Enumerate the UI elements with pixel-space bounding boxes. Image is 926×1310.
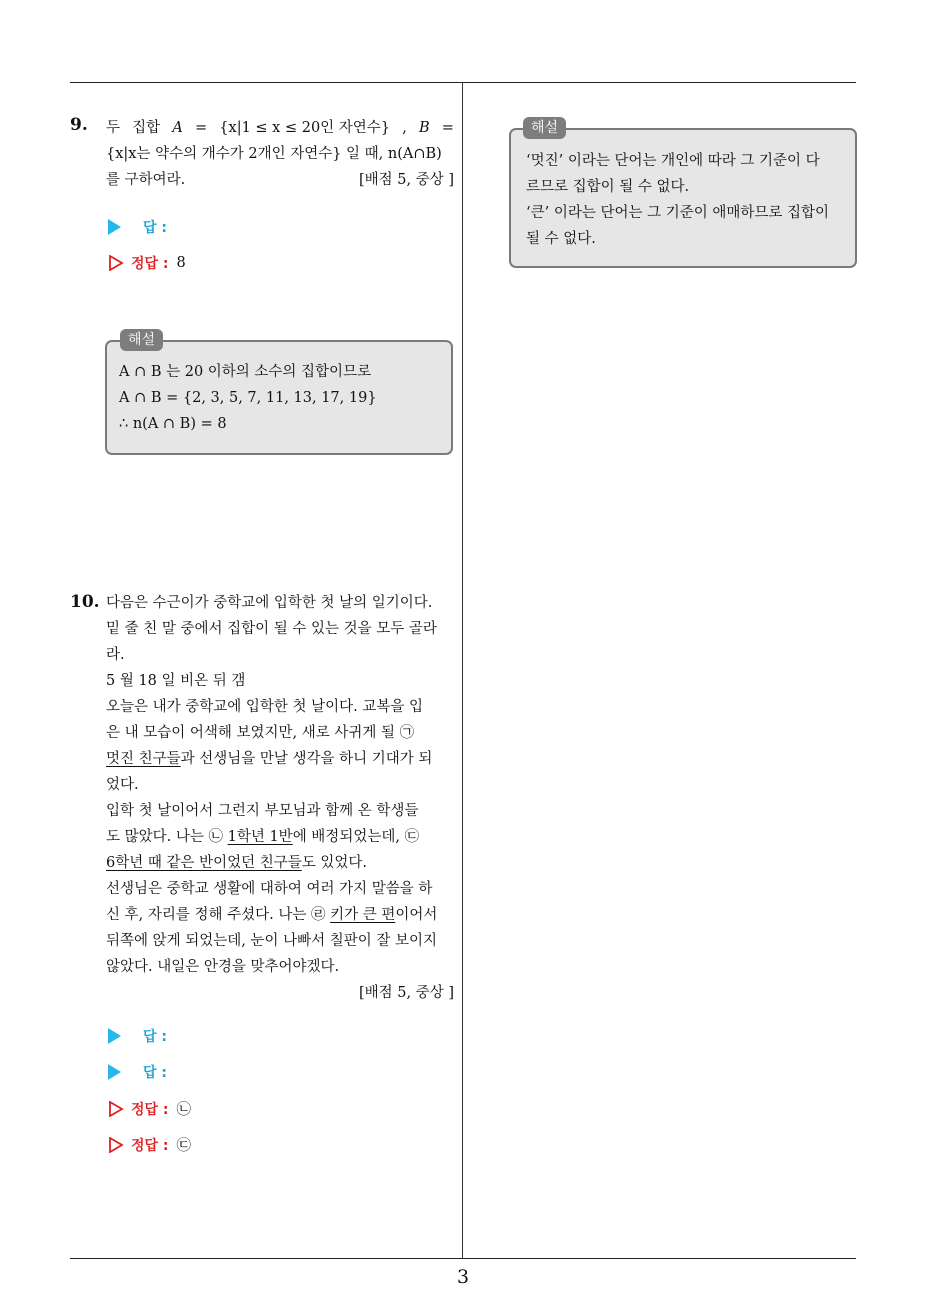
question-9-line-1: 두 집합 A = {x|1 ≤ x ≤ 20인 자연수} , B = — [106, 120, 454, 136]
bottom-rule — [70, 1258, 856, 1259]
question-9-line-2: {x|x는 약수의 개수가 2개인 자연수} 일 때, n(A∩B) — [106, 146, 442, 162]
question-9-text — [106, 115, 454, 193]
top-rule — [70, 82, 856, 83]
question-9-answer-row[interactable] — [108, 217, 167, 237]
answer-triangle-icon — [108, 1028, 121, 1044]
question-10-correct-row-1 — [108, 1098, 191, 1119]
explanation-tab: 해설 — [523, 117, 566, 139]
correct-label: 정답 : — [131, 1137, 169, 1154]
correct-value: ㉢ — [176, 1138, 192, 1154]
correct-label: 정답 : — [131, 256, 169, 272]
correct-value: ㉡ — [176, 1102, 192, 1118]
correct-triangle-icon — [108, 1137, 124, 1153]
page-number: 3 — [456, 1266, 470, 1288]
answer-label: 답 : — [143, 1065, 167, 1081]
question-9-line-3: 를 구하여라. [배점 5, 중상 ] — [106, 167, 454, 193]
question-9-number: 9. — [70, 115, 88, 135]
question-10-number: 10. — [70, 592, 100, 612]
correct-triangle-icon — [108, 1101, 124, 1117]
question-10-answer-row-1[interactable] — [108, 1026, 167, 1046]
answer-label: 답 : — [143, 220, 167, 236]
question-10-correct-row-2 — [108, 1134, 191, 1155]
question-9-explanation-box: A ∩ B 는 20 이하의 소수의 집합이므로 A ∩ B = {2, 3, 5, 7, 11, 13, 17, 19} ∴ n(A ∩ B) = 8 — [105, 340, 453, 455]
question-9-score: [배점 5, 중상 ] — [358, 172, 454, 188]
question-10-answer-row-2[interactable] — [108, 1062, 167, 1082]
question-9-correct-row — [108, 253, 186, 273]
correct-triangle-icon — [108, 255, 124, 271]
column-divider — [462, 83, 463, 1258]
correct-label: 정답 : — [131, 1101, 169, 1118]
explanation-tab: 해설 — [120, 329, 163, 351]
question-10-explanation-box: ‘멋진’ 이라는 단어는 개인에 따라 그 기준이 다 르므로 집합이 될 수 없다. ‘큰’ 이라는 단어는 그 기준이 애매하므로 집합이 될 수 없다. — [509, 128, 857, 268]
answer-label: 답 : — [143, 1029, 167, 1045]
question-10-text: 다음은 수근이가 중학교에 입학한 첫 날의 일기이다. 밑 줄 친 말 중에서 집합이 될 수 있는 것을 모두 골라 라. 5 월 18 일 비온 뒤 갬 오늘은 내가 중학교에 입학한 첫 날이다. 교복을 입 은 내 모습이 어색해 보였지만, 새로 사귀게 될 ㉠ 멋진 친구들과 선생님을 만날 생각을 하니 기대가 되 었다. 입학 첫 날이어서 그런지 부모님과 함께 온 학생들 도 많았다. 나는 ㉡ 1학년 1반에 배정되었는데, ㉢ 6학년 때 같은 반이었던 친구들도 있었다. 선생님은 중학교 생활에 대하여 여러 가지 말씀을 하 신 후, 자리를 정해 주셨다. 나는 ㉣ 키가 큰 편이어서 뒤쪽에 앉게 되었는데, 눈이 나빠서 칠판이 잘 보이지 않았다. 내일은 안경을 맞추어야겠다. [배점 5, 중상 ] — [106, 590, 454, 1006]
question-10-score: [배점 5, 중상 ] — [358, 985, 454, 1001]
answer-triangle-icon — [108, 1064, 121, 1080]
answer-triangle-icon — [108, 219, 121, 235]
correct-value: 8 — [176, 255, 186, 271]
